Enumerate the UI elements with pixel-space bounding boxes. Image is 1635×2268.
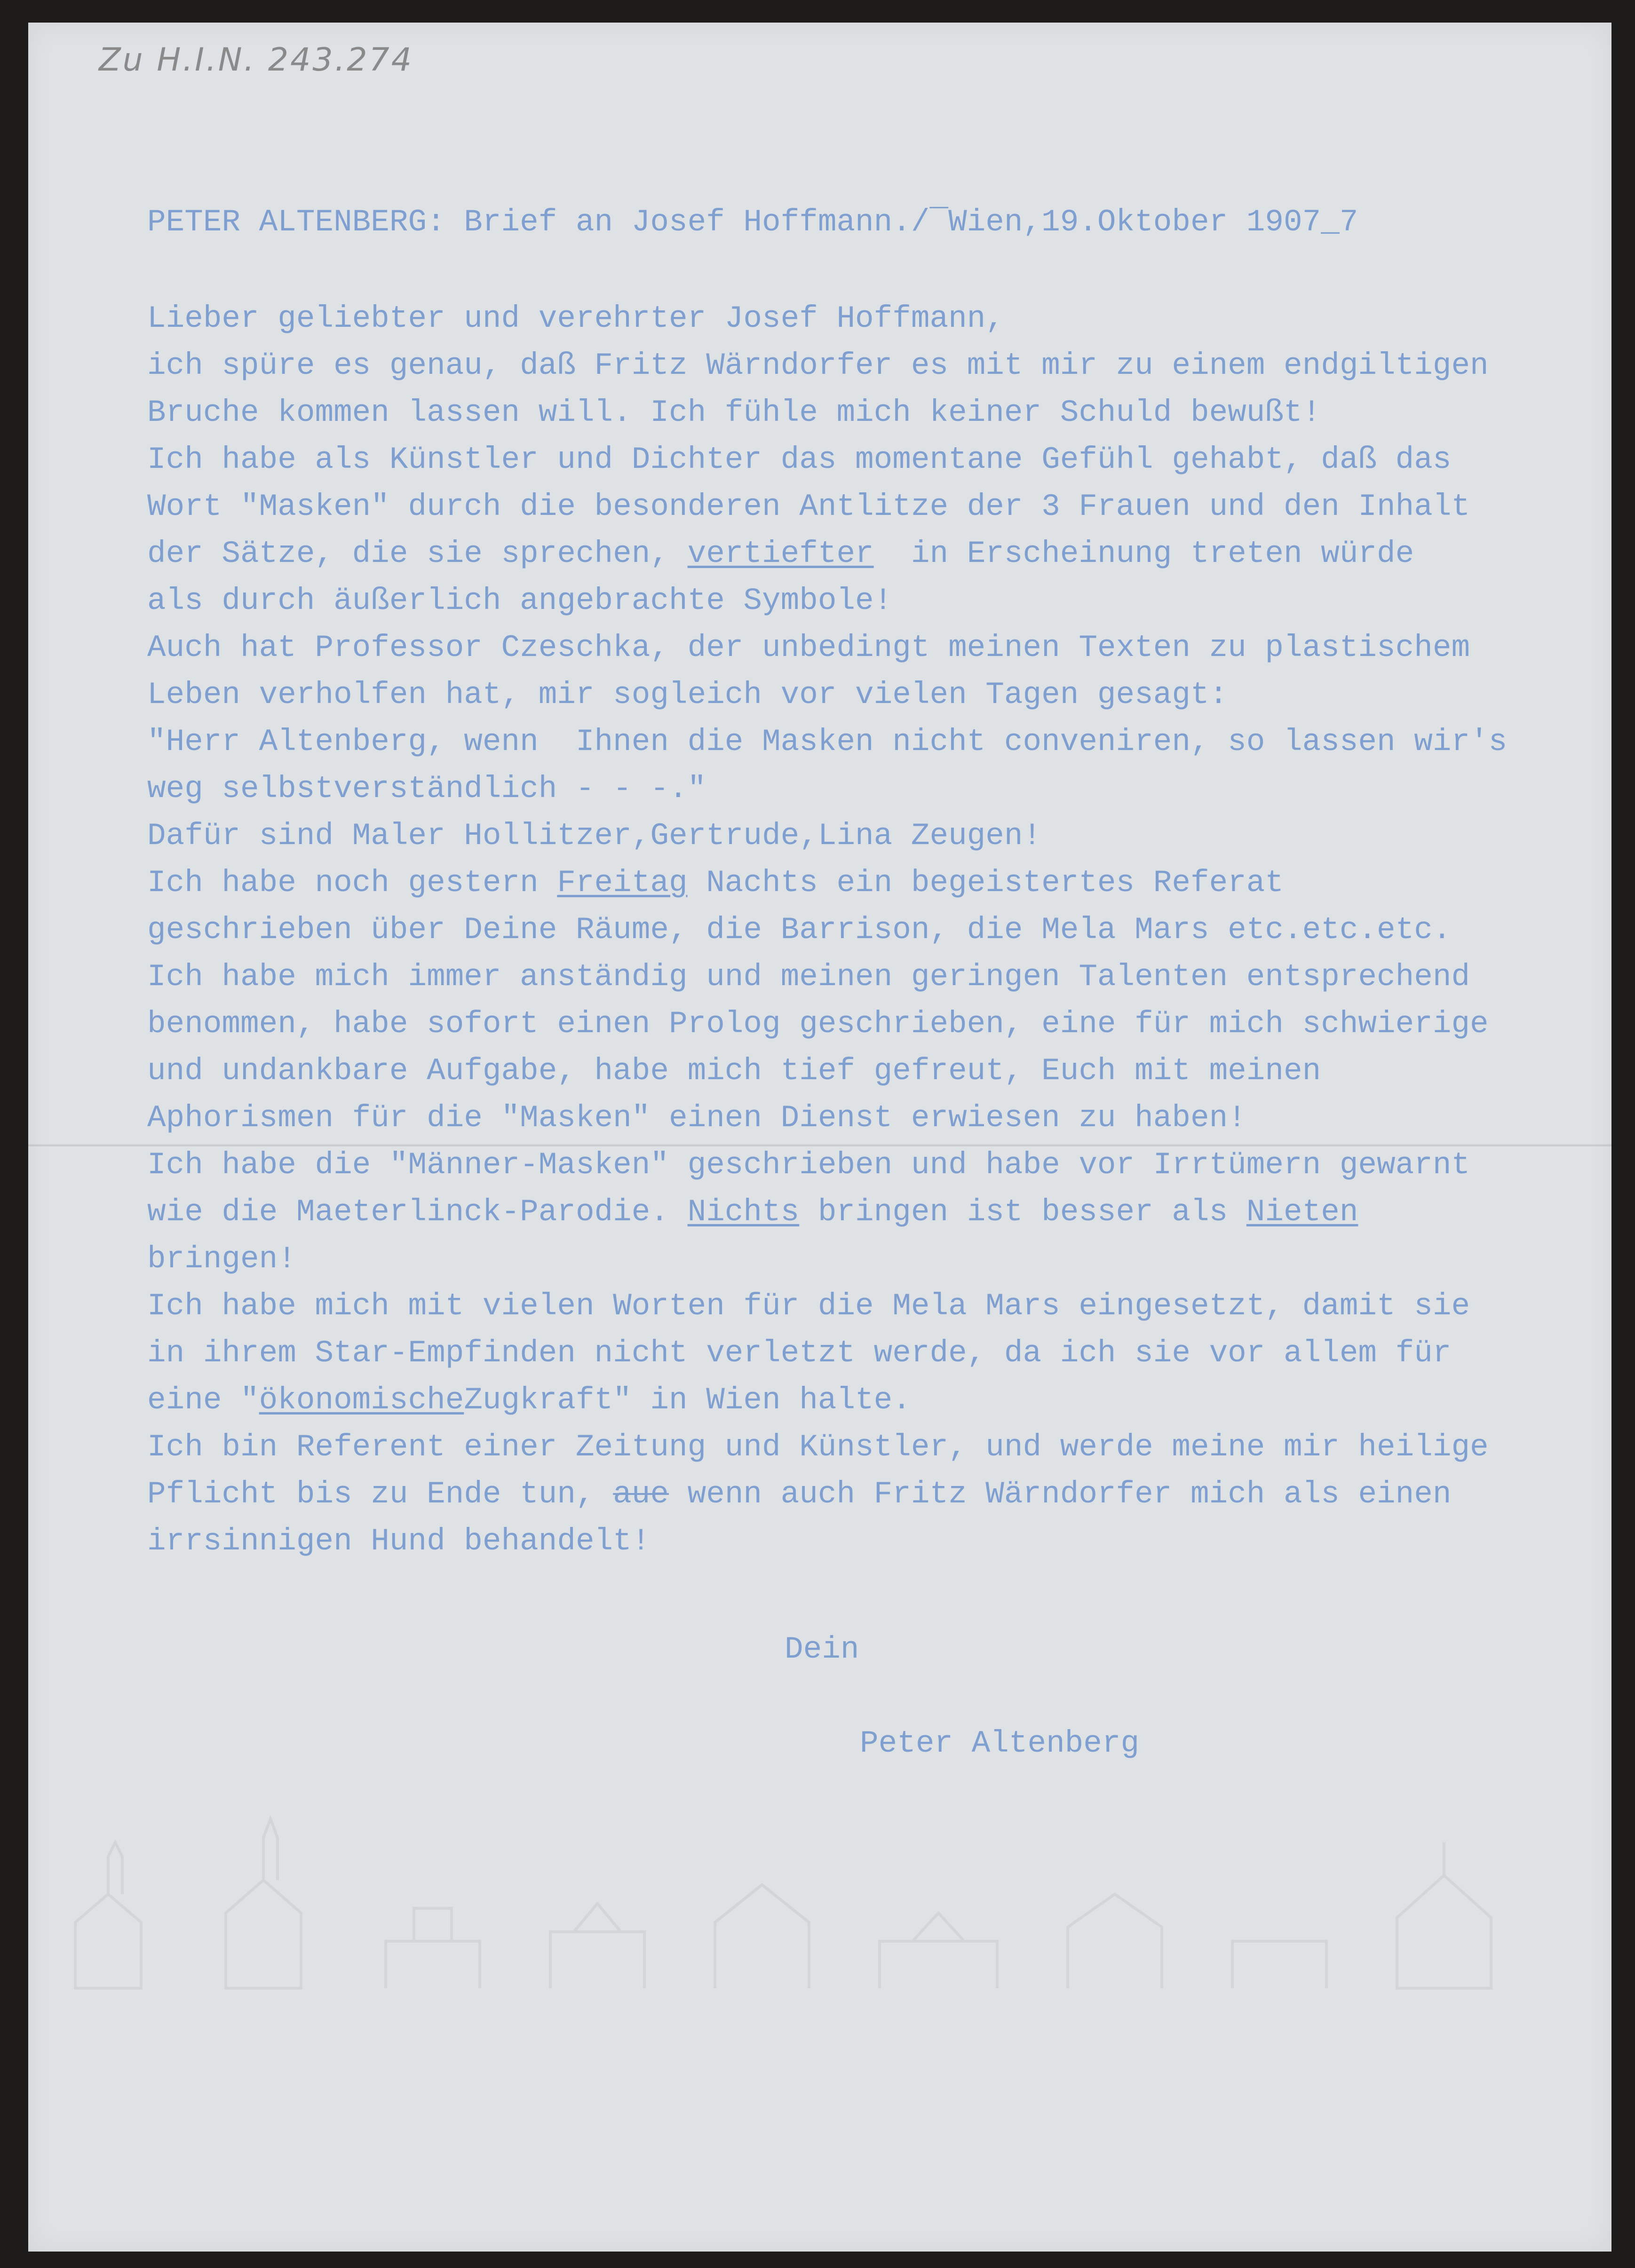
text-segment: wie die Maeterlinck-Parodie. xyxy=(147,1194,688,1230)
text-line: in ihrem Star-Empfinden nicht verletzt werde, da ich sie vor allem für xyxy=(147,1336,1452,1371)
letter-sheet xyxy=(28,23,1611,2252)
watermark-building-shape xyxy=(1232,1941,1326,1988)
text-line xyxy=(147,1476,1451,1513)
text-line: Bruche kommen lassen will. Ich fühle mich keiner Schuld bewußt! xyxy=(147,395,1321,430)
text-line: irrsinnigen Hund behandelt! xyxy=(147,1524,651,1559)
text-segment: wenn auch Fritz Wärndorfer mich als einen xyxy=(669,1477,1452,1512)
text-line: ich spüre es genau, daß Fritz Wärndorfer es mit mir zu einem endgiltigen xyxy=(147,348,1489,383)
text-segment: der Sätze, die sie sprechen, xyxy=(147,536,688,571)
paper-watermark xyxy=(56,1800,1580,1998)
struck-word: aue xyxy=(613,1477,669,1512)
text-segment: Pflicht bis zu Ende tun, xyxy=(147,1477,613,1512)
text-line xyxy=(147,1382,911,1419)
watermark-building-shape xyxy=(880,1913,997,1988)
text-line: Ich habe mich mit vielen Worten für die Mela Mars eingesetzt, damit sie xyxy=(147,1288,1470,1324)
text-line: geschrieben über Deine Räume, die Barrison, die Mela Mars etc.etc.etc. xyxy=(147,912,1452,948)
watermark-building-shape xyxy=(75,1842,141,1988)
closing: Dein xyxy=(785,1632,859,1667)
text-line: Ich habe als Künstler und Dichter das momentane Gefühl gehabt, daß das xyxy=(147,442,1452,477)
text-line xyxy=(147,535,1414,573)
text-line: Ich habe mich immer anständig und meinen geringen Talenten entsprechend xyxy=(147,959,1470,995)
signature: Peter Altenberg xyxy=(860,1726,1140,1761)
archive-pencil-note: Zu H.I.N. 243.274 xyxy=(99,41,414,79)
text-line: und undankbare Aufgabe, habe mich tief gefreut, Euch mit meinen xyxy=(147,1053,1321,1089)
watermark-building-shape xyxy=(226,1819,301,1988)
text-line: Wort "Masken" durch die besonderen Antlitze der 3 Frauen und den Inhalt xyxy=(147,489,1470,524)
watermark-building-shape xyxy=(386,1908,480,1988)
underlined-word: ökonomische xyxy=(259,1383,464,1418)
underlined-word: Nichts xyxy=(687,1194,800,1230)
underlined-word: vertiefter xyxy=(687,536,874,571)
text-segment: Ich habe noch gestern xyxy=(147,865,557,901)
text-line: Auch hat Professor Czeschka, der unbedingt meinen Texten zu plastischem xyxy=(147,630,1470,665)
text-segment: Zugkraft" in Wien halte. xyxy=(464,1383,911,1418)
underlined-word: Nieten xyxy=(1246,1194,1358,1230)
watermark-building-shape xyxy=(550,1904,644,1988)
text-line: Dafür sind Maler Hollitzer,Gertrude,Lina Zeugen! xyxy=(147,818,1042,853)
underlined-word: Freitag xyxy=(557,865,688,901)
text-line: Aphorismen für die "Masken" einen Dienst erwiesen zu haben! xyxy=(147,1100,1246,1136)
text-line: Leben verholfen hat, mir sogleich vor vielen Tagen gesagt: xyxy=(147,677,1228,712)
watermark-building-shape xyxy=(1397,1842,1491,1988)
text-line xyxy=(147,1193,1358,1231)
text-line: "Herr Altenberg, wenn Ihnen die Masken nicht conveniren, so lassen wir's xyxy=(147,724,1508,759)
text-line: weg selbstverständlich - - -." xyxy=(147,771,706,806)
text-line: Ich bin Referent einer Zeitung und Künstler, und werde meine mir heilige xyxy=(147,1430,1489,1465)
text-segment: in Erscheinung treten würde xyxy=(873,536,1414,571)
text-segment: Nachts ein begeistertes Referat xyxy=(687,865,1284,901)
text-line: als durch äußerlich angebrachte Symbole! xyxy=(147,583,893,618)
letter-heading: PETER ALTENBERG: Brief an Josef Hoffmann./‾Wien,19.Oktober 1907_7 xyxy=(147,205,1358,240)
text-segment: eine " xyxy=(147,1383,259,1418)
watermark-building-shape xyxy=(1068,1894,1162,1988)
watermark-building-shape xyxy=(715,1885,809,1988)
text-line xyxy=(147,864,1284,902)
text-line: Ich habe die "Männer-Masken" geschrieben und habe vor Irrtümern gewarnt xyxy=(147,1147,1470,1183)
text-line: benommen, habe sofort einen Prolog geschrieben, eine für mich schwierige xyxy=(147,1006,1489,1042)
text-line: bringen! xyxy=(147,1241,296,1277)
salutation: Lieber geliebter und verehrter Josef Hoffmann, xyxy=(147,301,1004,336)
text-segment: bringen ist besser als xyxy=(799,1194,1246,1230)
